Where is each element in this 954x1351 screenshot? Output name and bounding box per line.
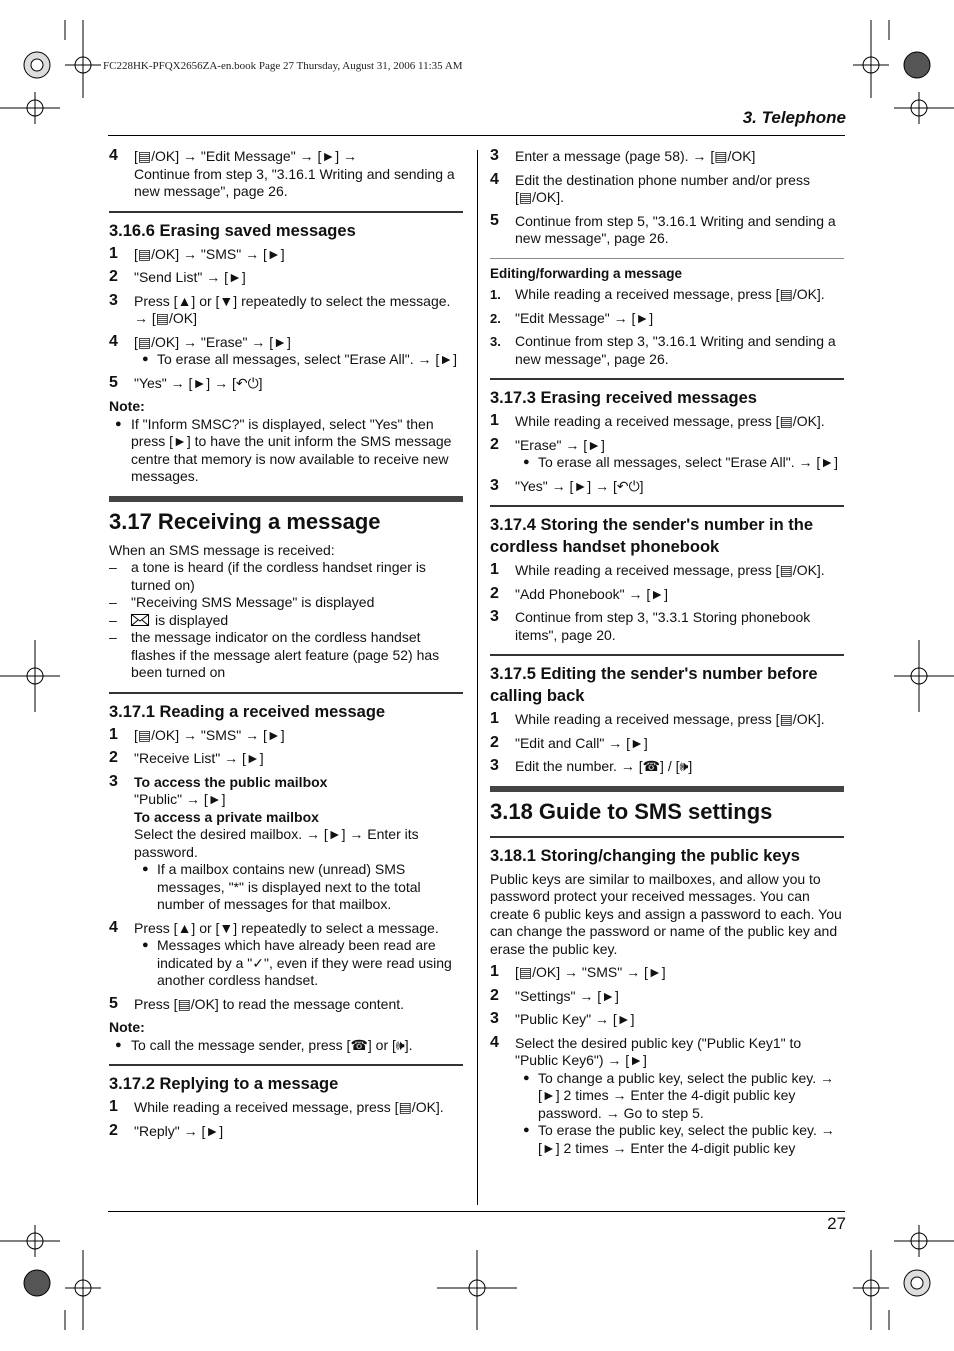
step bbox=[490, 148, 844, 166]
step bbox=[109, 148, 463, 201]
step-text: Continue from step 3, "3.16.1 Writing and sending a new message", page 26. bbox=[515, 333, 836, 367]
step-text: Edit the destination phone number and/or press [▤/OK]. bbox=[515, 171, 810, 205]
crosshair-icon bbox=[437, 1250, 517, 1330]
bullet-icon: ● bbox=[142, 863, 149, 875]
step bbox=[109, 727, 463, 745]
chapter-heading: 3.17 Receiving a message bbox=[109, 496, 463, 536]
step-text: [▤/OK] → "Erase" → [►] bbox=[134, 333, 291, 350]
note-text: If "Inform SMSC?" is displayed, select "Yes" then press [►] to have the unit inform the SMS message centre that memory is now available to receive new messages. bbox=[131, 415, 452, 484]
step-text: "Settings" → [►] bbox=[515, 987, 619, 1004]
subheading: To access a private mailbox bbox=[134, 808, 319, 825]
step-text: "Public" → [►] bbox=[134, 791, 226, 807]
crosshair-icon bbox=[894, 92, 954, 124]
step bbox=[490, 413, 844, 431]
note-label: Note: bbox=[109, 1019, 145, 1035]
step-text: [▤/OK] → "SMS" → [►] bbox=[134, 726, 285, 743]
bullet-item bbox=[515, 1070, 844, 1123]
step-number: 1 bbox=[109, 725, 118, 743]
step-number: 1. bbox=[490, 287, 501, 302]
step-text: While reading a received message, press [▤/OK]. bbox=[515, 711, 825, 727]
step-text: Continue from step 5, "3.16.1 Writing and sending a new message", page 26. bbox=[515, 212, 836, 246]
dash-mark: – bbox=[109, 629, 117, 645]
bullet-icon: ● bbox=[523, 456, 530, 468]
bullet-icon: ● bbox=[115, 417, 122, 430]
step-number: 5 bbox=[109, 994, 118, 1012]
step-number: 3 bbox=[109, 772, 118, 790]
step-text: Continue from step 3, "3.16.1 Writing and sending a new message", page 26. bbox=[134, 165, 455, 199]
step bbox=[490, 1011, 844, 1029]
step-number: 1 bbox=[490, 561, 499, 578]
step bbox=[109, 375, 463, 393]
step-text: "Edit Message" → [►] bbox=[515, 309, 654, 326]
step bbox=[490, 988, 844, 1006]
bullet-item bbox=[134, 861, 463, 914]
step-text: Enter a message (page 58). → [▤/OK] bbox=[515, 148, 756, 164]
step bbox=[109, 1123, 463, 1141]
step bbox=[490, 333, 844, 368]
step-text: Press [▤/OK] to read the message content. bbox=[134, 995, 405, 1012]
step-text: While reading a received message, press [▤/OK]. bbox=[134, 1099, 444, 1115]
dash-mark: – bbox=[109, 559, 117, 575]
step-text: Press [▲] or [▼] repeatedly to select a message. bbox=[134, 919, 439, 936]
step-number: 4 bbox=[109, 918, 118, 936]
dash-item bbox=[109, 629, 463, 682]
step-number: 2 bbox=[490, 584, 499, 602]
step-number: 2 bbox=[109, 1121, 118, 1139]
step bbox=[109, 750, 463, 768]
crosshair-icon bbox=[0, 640, 60, 712]
step-number: 3. bbox=[490, 334, 501, 349]
chapter-heading: 3.18 Guide to SMS settings bbox=[490, 786, 844, 826]
step-text: While reading a received message, press [▤/OK]. bbox=[515, 286, 825, 302]
step bbox=[490, 310, 844, 328]
bullet-item bbox=[134, 937, 463, 990]
bullet-text: To erase all messages, select "Erase All". → [►] bbox=[538, 454, 839, 470]
crosshair-icon bbox=[894, 640, 954, 712]
intro-text: Public keys are similar to mailboxes, and allow you to password protect your received messages. You can create 6 public keys and assign a password to each. You can change the password or name of the public key and erase the public key. bbox=[490, 870, 842, 957]
print-header: FC228HK-PFQX2656ZA-en.book Page 27 Thursday, August 31, 2006 11:35 AM bbox=[103, 60, 463, 72]
section-heading: 3.17.3 Erasing received messages bbox=[490, 378, 844, 409]
dash-mark: – bbox=[109, 594, 117, 610]
step-number: 1 bbox=[490, 412, 499, 429]
note-item bbox=[109, 1037, 463, 1055]
step-number: 2 bbox=[490, 986, 499, 1004]
section-heading: 3.16.6 Erasing saved messages bbox=[109, 211, 463, 242]
step bbox=[490, 172, 844, 207]
chapter-title: 3. Telephone bbox=[742, 108, 846, 127]
step bbox=[490, 437, 844, 472]
crosshair-icon bbox=[65, 1250, 101, 1330]
step-text: Press [▲] or [▼] repeatedly to select the message. → [▤/OK] bbox=[134, 292, 451, 326]
step-number: 5 bbox=[490, 211, 499, 229]
dash-item bbox=[109, 559, 463, 594]
step bbox=[490, 1035, 844, 1158]
step-text: Continue from step 3, "3.3.1 Storing phonebook items", page 20. bbox=[515, 609, 811, 643]
step-text: "Yes" → [►] → [↶⏻] bbox=[515, 477, 644, 494]
step-number: 4 bbox=[490, 1033, 499, 1051]
page-number: 27 bbox=[827, 1214, 846, 1233]
step bbox=[490, 711, 844, 729]
step bbox=[490, 964, 844, 982]
section-heading: 3.17.1 Reading a received message bbox=[109, 692, 463, 723]
step-number: 5 bbox=[109, 373, 118, 391]
step-number: 4 bbox=[109, 332, 118, 350]
step-text: Select the desired public key ("Public Key1" to "Public Key6") → [►] bbox=[515, 1034, 802, 1068]
dash-text: "Receiving SMS Message" is displayed bbox=[131, 594, 375, 610]
step bbox=[109, 1099, 463, 1117]
step-number: 2 bbox=[490, 435, 499, 453]
subheading: To access the public mailbox bbox=[134, 773, 328, 790]
dash-text: is displayed bbox=[155, 611, 229, 628]
step bbox=[490, 586, 844, 604]
bullet-text: If a mailbox contains new (unread) SMS messages, "*" is displayed next to the total number of messages for that mailbox. bbox=[157, 861, 421, 912]
section-heading: 3.17.5 Editing the sender's number before calling back bbox=[490, 654, 844, 707]
step-number: 3 bbox=[490, 476, 499, 494]
bullet-item bbox=[515, 454, 844, 472]
subheading: Editing/forwarding a message bbox=[490, 265, 683, 281]
step-number: 1 bbox=[490, 710, 499, 727]
sun-mark-icon bbox=[24, 52, 50, 78]
step-number: 2 bbox=[490, 733, 499, 751]
dash-text: a tone is heard (if the cordless handset ringer is turned on) bbox=[131, 559, 426, 593]
column-divider bbox=[477, 150, 478, 1205]
step bbox=[109, 246, 463, 264]
dash-text: the message indicator on the cordless handset flashes if the message alert feature (page 52) has been turned on bbox=[131, 629, 440, 680]
step bbox=[490, 758, 844, 776]
step-text: "Add Phonebook" → [►] bbox=[515, 585, 668, 602]
step-number: 3 bbox=[490, 147, 499, 164]
step bbox=[490, 213, 844, 248]
step-number: 2 bbox=[109, 268, 118, 285]
step bbox=[109, 293, 463, 328]
step-number: 2 bbox=[109, 749, 118, 766]
step-text: Edit the number. → [☎] / [🕪] bbox=[515, 758, 693, 774]
step bbox=[490, 735, 844, 753]
crosshair-icon bbox=[65, 20, 101, 98]
step-text: "Reply" → [►] bbox=[134, 1122, 224, 1139]
section-heading: 3.18.1 Storing/changing the public keys bbox=[490, 836, 844, 867]
step-number: 4 bbox=[109, 147, 118, 164]
step-text: "Send List" → [►] bbox=[134, 269, 246, 285]
step-number: 1 bbox=[490, 963, 499, 980]
bullet-text: Messages which have already been read are indicated by a "✓", even if they were read using another cordless handset. bbox=[157, 937, 452, 988]
note-item bbox=[109, 416, 463, 486]
step-text: While reading a received message, press [▤/OK]. bbox=[515, 562, 825, 578]
step-number: 3 bbox=[490, 757, 499, 774]
bullet-icon: ● bbox=[523, 1124, 530, 1136]
sun-mark-icon bbox=[24, 1270, 50, 1296]
step bbox=[490, 286, 844, 304]
step-number: 4 bbox=[490, 170, 499, 188]
step-text: [▤/OK] → "SMS" → [►] bbox=[134, 245, 285, 262]
step-number: 1 bbox=[109, 1098, 118, 1115]
crosshair-icon bbox=[853, 20, 889, 98]
step-number: 2. bbox=[490, 310, 501, 326]
step bbox=[109, 269, 463, 287]
bullet-icon: ● bbox=[142, 353, 149, 365]
dash-item bbox=[109, 594, 463, 612]
envelope-icon bbox=[131, 614, 149, 626]
bullet-icon: ● bbox=[115, 1038, 122, 1051]
step-number: 3 bbox=[490, 608, 499, 625]
bullet-item bbox=[134, 351, 463, 369]
step-text: "Edit and Call" → [►] bbox=[515, 734, 648, 751]
bullet-text: To erase the public key, select the public key. → [►] 2 times → Enter the 4-digit public key bbox=[538, 1122, 835, 1156]
step-text: "Yes" → [►] → [↶⏻] bbox=[134, 374, 263, 391]
crosshair-icon bbox=[0, 1225, 60, 1257]
right-column bbox=[490, 148, 844, 1163]
bullet-text: To change a public key, select the public key. → [►] 2 times → Enter the 4-digit public key password. → Go to step 5. bbox=[538, 1069, 834, 1121]
sun-mark-icon bbox=[904, 52, 930, 78]
crosshair-icon bbox=[0, 92, 60, 124]
section-heading: 3.17.2 Replying to a message bbox=[109, 1064, 463, 1095]
bullet-icon: ● bbox=[142, 939, 149, 951]
step-text: "Public Key" → [►] bbox=[515, 1011, 635, 1027]
section-heading: 3.17.4 Storing the sender's number in the cordless handset phonebook bbox=[490, 505, 844, 558]
step bbox=[490, 609, 844, 644]
step bbox=[109, 334, 463, 369]
bullet-icon: ● bbox=[523, 1071, 530, 1084]
dash-mark: – bbox=[109, 611, 117, 628]
step bbox=[109, 774, 463, 914]
bullet-item bbox=[515, 1122, 844, 1157]
note-label: Note: bbox=[109, 398, 145, 414]
step-text: "Erase" → [►] bbox=[515, 436, 605, 453]
step bbox=[109, 920, 463, 990]
sun-mark-icon bbox=[904, 1270, 930, 1296]
crosshair-icon bbox=[853, 1250, 889, 1330]
step-text: Select the desired mailbox. → [►] → Enter its password. bbox=[134, 826, 419, 860]
left-column bbox=[109, 148, 463, 1146]
thin-rule bbox=[490, 258, 844, 259]
step-number: 3 bbox=[109, 291, 118, 309]
bullet-text: To erase all messages, select "Erase All". → [►] bbox=[157, 351, 458, 367]
step bbox=[109, 996, 463, 1014]
footer-rule bbox=[108, 1211, 845, 1212]
step-text: While reading a received message, press [▤/OK]. bbox=[515, 413, 825, 429]
crosshair-icon bbox=[894, 1225, 954, 1257]
step bbox=[490, 562, 844, 580]
step bbox=[490, 478, 844, 496]
note-text: To call the message sender, press [☎] or [🕪]. bbox=[131, 1036, 413, 1053]
step-number: 3 bbox=[490, 1010, 499, 1027]
header-rule bbox=[108, 135, 845, 136]
step-text: "Receive List" → [►] bbox=[134, 750, 264, 766]
dash-item bbox=[109, 612, 463, 630]
step-number: 1 bbox=[109, 244, 118, 262]
step-text: [▤/OK] → "Edit Message" → [►] → bbox=[134, 148, 357, 164]
intro-text: When an SMS message is received: bbox=[109, 541, 335, 558]
step-text: [▤/OK] → "SMS" → [►] bbox=[515, 964, 666, 980]
